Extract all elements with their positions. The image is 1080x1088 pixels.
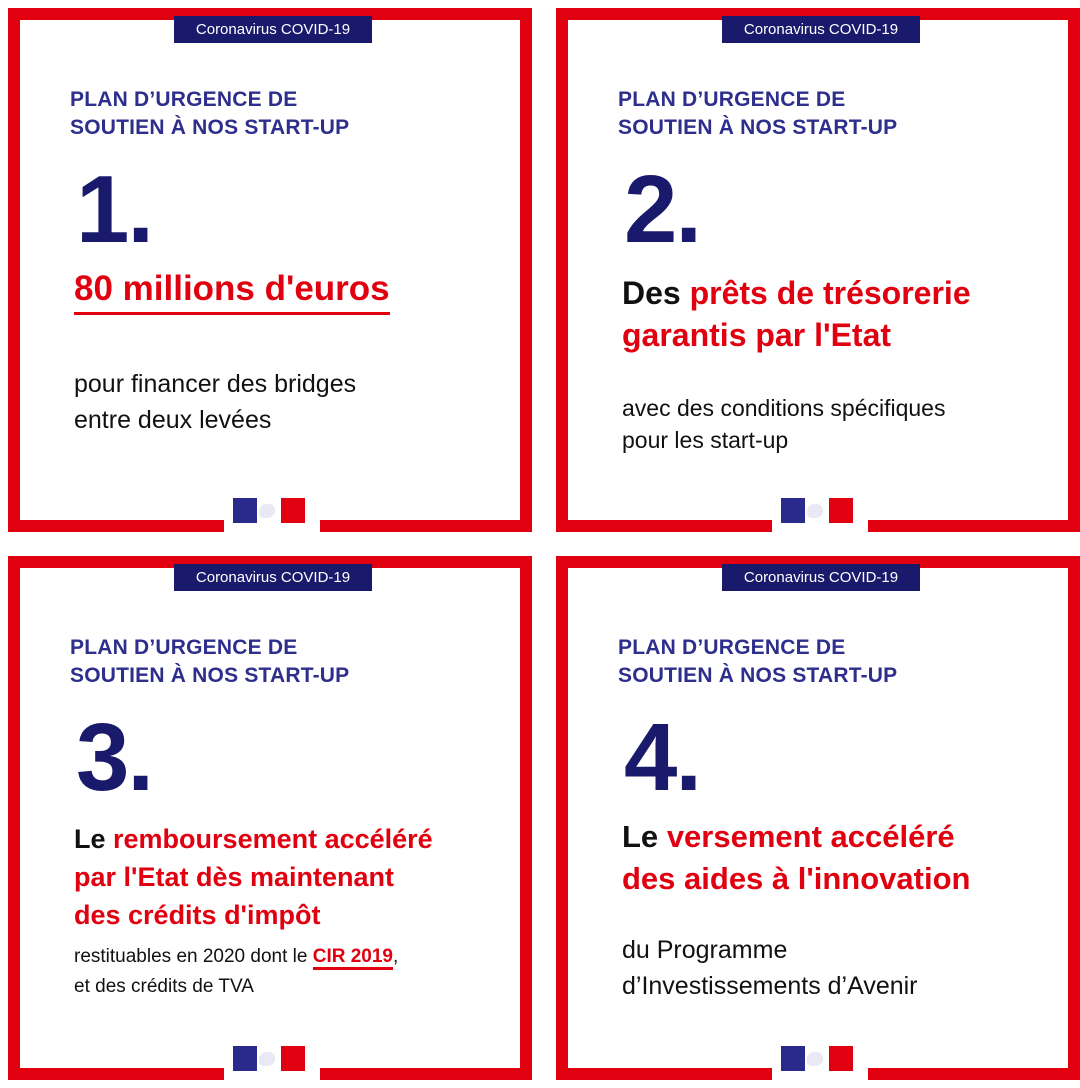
body-line-2: entre deux levées [74, 406, 272, 434]
body-line-1: avec des conditions spécifiques [622, 395, 946, 421]
marianne-logo-icon [233, 1046, 305, 1071]
covid-tag: Coronavirus COVID-19 [174, 564, 372, 591]
highlight-line-3: des crédits d'impôt [74, 900, 321, 930]
body-line-1: du Programme [622, 936, 788, 964]
heading-line-1: PLAN D’URGENCE DE [618, 88, 846, 111]
panel-heading [70, 86, 349, 142]
panel-number: 1. [76, 156, 153, 263]
heading-line-2: SOUTIEN À NOS START-UP [618, 664, 898, 687]
highlight-underlined: 80 millions d'euros [74, 269, 390, 315]
panel-number: 2. [624, 156, 701, 263]
highlight-line-1 [74, 820, 433, 858]
cir-2019-link[interactable]: CIR 2019 [313, 946, 393, 970]
highlight-text: prêts de trésorerie [689, 275, 971, 311]
panel-1 [0, 0, 532, 532]
heading-line-1: PLAN D’URGENCE DE [70, 88, 298, 111]
highlight-text [74, 268, 390, 310]
panel-number: 3. [76, 704, 153, 811]
panel-2 [548, 0, 1080, 532]
heading-line-1: PLAN D’URGENCE DE [70, 636, 298, 659]
lead-word: Le [622, 819, 659, 854]
body-line-2: pour les start-up [622, 427, 789, 453]
body-comma: , [393, 946, 399, 967]
heading-line-2: SOUTIEN À NOS START-UP [70, 116, 350, 139]
body-line-1 [74, 942, 398, 972]
marianne-logo-icon [781, 498, 853, 523]
heading-line-1: PLAN D’URGENCE DE [618, 636, 846, 659]
panel-heading [618, 86, 897, 142]
body-line-1: pour financer des bridges [74, 370, 357, 398]
highlight-line-1 [622, 816, 955, 858]
marianne-logo-icon [781, 1046, 853, 1071]
highlight-text: remboursement accéléré [113, 824, 433, 854]
lead-word: Le [74, 824, 106, 854]
marianne-logo-icon [233, 498, 305, 523]
highlight-text: versement accéléré [666, 819, 955, 854]
highlight-line-1 [622, 272, 971, 314]
covid-tag: Coronavirus COVID-19 [174, 16, 372, 43]
highlight-line-2: garantis par l'Etat [622, 317, 892, 353]
body-line-2: d’Investissements d’Avenir [622, 972, 918, 1000]
panel-number: 4. [624, 704, 701, 811]
highlight-line-2: par l'Etat dès maintenant [74, 862, 394, 892]
lead-word: Des [622, 275, 681, 311]
panel-4 [548, 548, 1080, 1080]
body-text: restituables en 2020 dont le [74, 946, 308, 967]
panel-heading [618, 634, 897, 690]
highlight-line-2: des aides à l'innovation [622, 861, 971, 896]
heading-line-2: SOUTIEN À NOS START-UP [70, 664, 350, 687]
covid-tag: Coronavirus COVID-19 [722, 564, 920, 591]
body-line-2: et des crédits de TVA [74, 976, 254, 997]
heading-line-2: SOUTIEN À NOS START-UP [618, 116, 898, 139]
panel-3 [0, 548, 532, 1080]
panel-heading [70, 634, 349, 690]
covid-tag: Coronavirus COVID-19 [722, 16, 920, 43]
